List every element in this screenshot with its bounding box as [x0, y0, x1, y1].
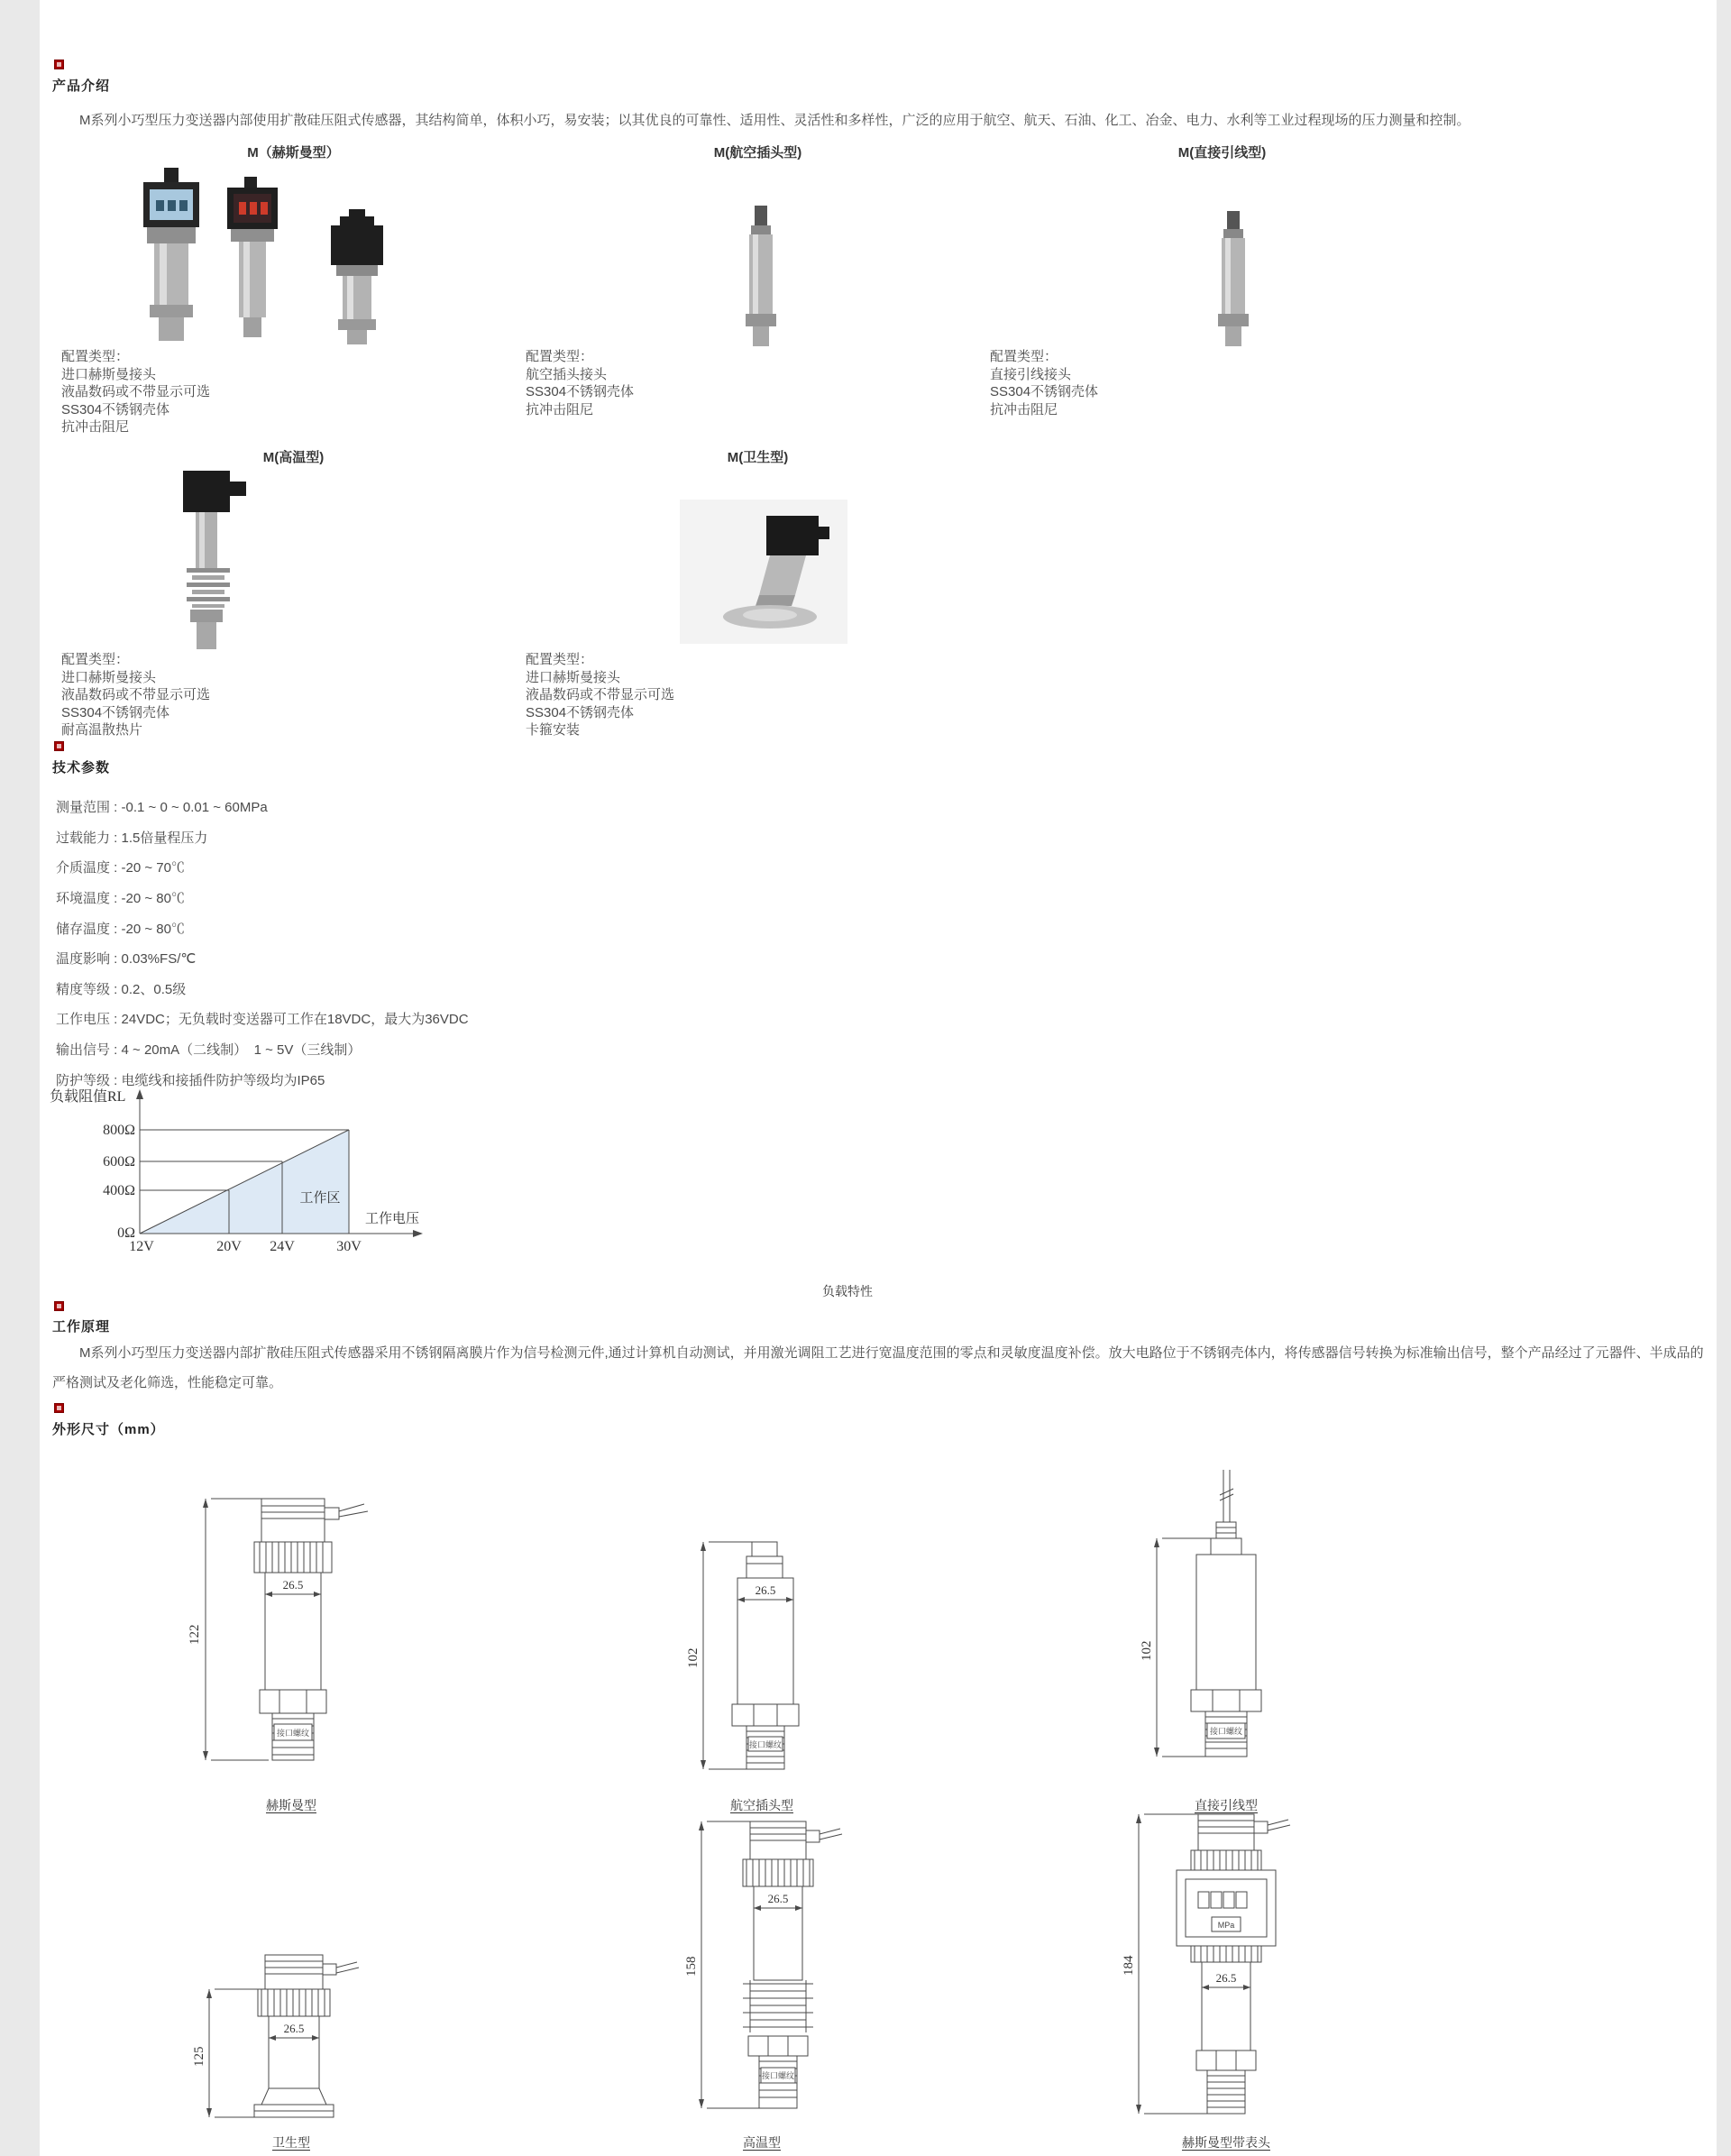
- section-title-principle: 工作原理: [52, 1319, 111, 1335]
- dim-height-label: 158: [684, 1956, 699, 1977]
- product-photo-hightemp: [167, 467, 252, 655]
- config-line: 抗冲击阻尼: [526, 401, 594, 417]
- config-line: 配置类型：: [526, 349, 594, 364]
- config-list-directlead: [990, 348, 1098, 418]
- config-line: 耐高温散热片: [61, 722, 143, 739]
- y-tick-400: 400Ω: [103, 1183, 135, 1198]
- principle-paragraph: M系列小巧型压力变送器内部扩散硅压阻式传感器采用不锈钢隔离膜片作为信号检测元件,通过计算机自动测试，并用激光调阻工艺进行宽温度范围的零点和灵敏度温度补偿。放大电路位于不锈钢壳体内，将传感器信号转换为标准输出信号，整个产品经过了元器件、半成品的严格测试及老化筛选，性能稳定可靠。: [52, 1345, 1704, 1390]
- config-line: 卡箍安装: [526, 722, 581, 739]
- dimension-drawing-hightemp: [683, 1814, 846, 2128]
- config-line: 配置类型：: [61, 652, 130, 667]
- config-line: 进口赫斯曼接头: [526, 669, 621, 685]
- tech-param: 介质温度 : -20 ~ 70℃: [56, 860, 185, 876]
- dimension-drawing-display: [1119, 1809, 1308, 2126]
- product-title-sanitary: M(卫生型): [727, 450, 789, 465]
- tech-param: 测量范围 : -0.1 ~ 0 ~ 0.01 ~ 60MPa: [56, 800, 268, 816]
- config-line: SS304不锈钢壳体: [526, 384, 635, 400]
- drawing-caption-directlead: 直接引线型: [1195, 1798, 1258, 1812]
- section-title-dims: 外形尺寸（mm）: [52, 1422, 165, 1437]
- config-line: 航空插头接头: [526, 366, 608, 382]
- dimension-drawing-aviation: [683, 1533, 837, 1776]
- config-line: 进口赫斯曼接头: [61, 669, 157, 685]
- section-title-intro: 产品介绍: [52, 78, 111, 94]
- drawing-caption-hightemp: 高温型: [743, 2135, 781, 2150]
- product-title-hightemp: M(高温型): [262, 450, 325, 465]
- chart-caption: 负载特性: [822, 1284, 873, 1298]
- config-line: SS304不锈钢壳体: [990, 384, 1099, 400]
- x-tick-30v: 30V: [336, 1239, 362, 1254]
- intro-paragraph: M系列小巧型压力变送器内部使用扩散硅压阻式传感器，其结构简单，体积小巧，易安装；以其优良的可靠性、适用性、灵活性和多样性，广泛的应用于航空、航天、石油、化工、冶金、电力、水利等工业过程现场的压力测量和控制。: [52, 113, 1470, 128]
- thread-label: 接口螺纹: [761, 2071, 795, 2080]
- dim-height-label: 102: [1140, 1640, 1154, 1661]
- dim-diameter-label: 26.5: [767, 1892, 789, 1905]
- config-line: 液晶数码或不带显示可选: [61, 384, 211, 400]
- tech-param: 精度等级 : 0.2、0.5级: [56, 981, 187, 997]
- config-line: 配置类型：: [526, 652, 594, 667]
- tech-param: 环境温度 : -20 ~ 80℃: [56, 891, 185, 907]
- dim-height-label: 102: [686, 1647, 701, 1668]
- config-line: 进口赫斯曼接头: [61, 366, 157, 382]
- dim-height-label: 184: [1122, 1955, 1136, 1976]
- dimension-drawing-sanitary: [179, 1950, 386, 2130]
- thread-label: 接口螺纹: [1209, 1727, 1243, 1736]
- tech-param: 过载能力 : 1.5倍量程压力: [56, 830, 208, 846]
- tech-param: 输出信号 : 4 ~ 20mA（二线制） 1 ~ 5V（三线制）: [56, 1042, 362, 1059]
- tech-param: 温度影响 : 0.03%FS/℃: [56, 951, 197, 968]
- dim-diameter-label: 26.5: [282, 1578, 304, 1592]
- y-tick-800: 800Ω: [103, 1123, 135, 1138]
- display-unit-label: MPa: [1217, 1921, 1235, 1930]
- product-title-directlead: M(直接引线型): [1177, 145, 1267, 161]
- config-list-hirschmann: [61, 348, 210, 436]
- thread-label: 接口螺纹: [748, 1740, 783, 1749]
- tech-param: 工作电压 : 24VDC；无负载时变送器可工作在18VDC，最大为36VDC: [56, 1012, 469, 1028]
- section-bullet-icon: [54, 60, 64, 69]
- config-line: 液晶数码或不带显示可选: [61, 687, 211, 703]
- dim-diameter-label: 26.5: [283, 2022, 305, 2035]
- config-line: SS304不锈钢壳体: [526, 704, 635, 720]
- config-line: 配置类型：: [61, 349, 130, 364]
- dim-diameter-label: 26.5: [1215, 1971, 1237, 1985]
- tech-param: 防护等级 : 电缆线和接插件防护等级均为IP65: [56, 1072, 325, 1088]
- working-area-label: 工作区: [299, 1190, 341, 1206]
- config-line: 液晶数码或不带显示可选: [526, 687, 675, 703]
- drawing-caption-display: 赫斯曼型带表头: [1182, 2135, 1270, 2150]
- x-tick-12v: 12V: [129, 1239, 154, 1254]
- product-title-hirschmann: M（赫斯曼型）: [247, 145, 340, 161]
- product-photo-directlead: [1208, 170, 1259, 348]
- y-tick-600: 600Ω: [103, 1154, 135, 1170]
- dimension-drawing-directlead: [1133, 1470, 1296, 1781]
- section-bullet-icon: [54, 741, 64, 751]
- load-characteristic-chart: [50, 1085, 518, 1292]
- product-photo-hirschmann: [122, 166, 428, 346]
- section-bullet-icon: [54, 1301, 64, 1311]
- y-tick-0: 0Ω: [117, 1225, 135, 1241]
- dim-diameter-label: 26.5: [755, 1583, 776, 1597]
- config-list-sanitary: [526, 651, 674, 739]
- dimension-drawing-hirschmann: [179, 1490, 386, 1769]
- config-list-aviation: [526, 348, 634, 418]
- config-line: 抗冲击阻尼: [990, 401, 1058, 417]
- chart-y-axis-label: 负载阻值RL: [50, 1089, 126, 1105]
- config-list-hightemp: [61, 651, 210, 739]
- section-bullet-icon: [54, 1403, 64, 1413]
- dim-height-label: 125: [192, 2046, 206, 2067]
- x-tick-20v: 20V: [216, 1239, 242, 1254]
- thread-label: 接口螺纹: [276, 1729, 310, 1738]
- config-line: 抗冲击阻尼: [61, 419, 130, 436]
- product-title-aviation: M(航空插头型): [713, 145, 802, 161]
- x-tick-24v: 24V: [270, 1239, 295, 1254]
- drawing-caption-hirschmann: 赫斯曼型: [266, 1798, 316, 1812]
- product-photo-aviation: [737, 166, 788, 348]
- config-line: SS304不锈钢壳体: [61, 704, 170, 720]
- drawing-caption-sanitary: 卫生型: [272, 2135, 310, 2150]
- chart-x-axis-label: 工作电压: [365, 1211, 420, 1226]
- section-title-tech: 技术参数: [52, 760, 111, 775]
- tech-param: 储存温度 : -20 ~ 80℃: [56, 921, 185, 937]
- config-line: SS304不锈钢壳体: [61, 401, 170, 417]
- tech-param-list: [56, 792, 469, 1095]
- config-line: 配置类型：: [990, 349, 1058, 364]
- dim-height-label: 122: [188, 1624, 202, 1645]
- config-line: 直接引线接头: [990, 366, 1072, 382]
- drawing-caption-aviation: 航空插头型: [730, 1798, 793, 1812]
- product-photo-sanitary: [680, 500, 847, 644]
